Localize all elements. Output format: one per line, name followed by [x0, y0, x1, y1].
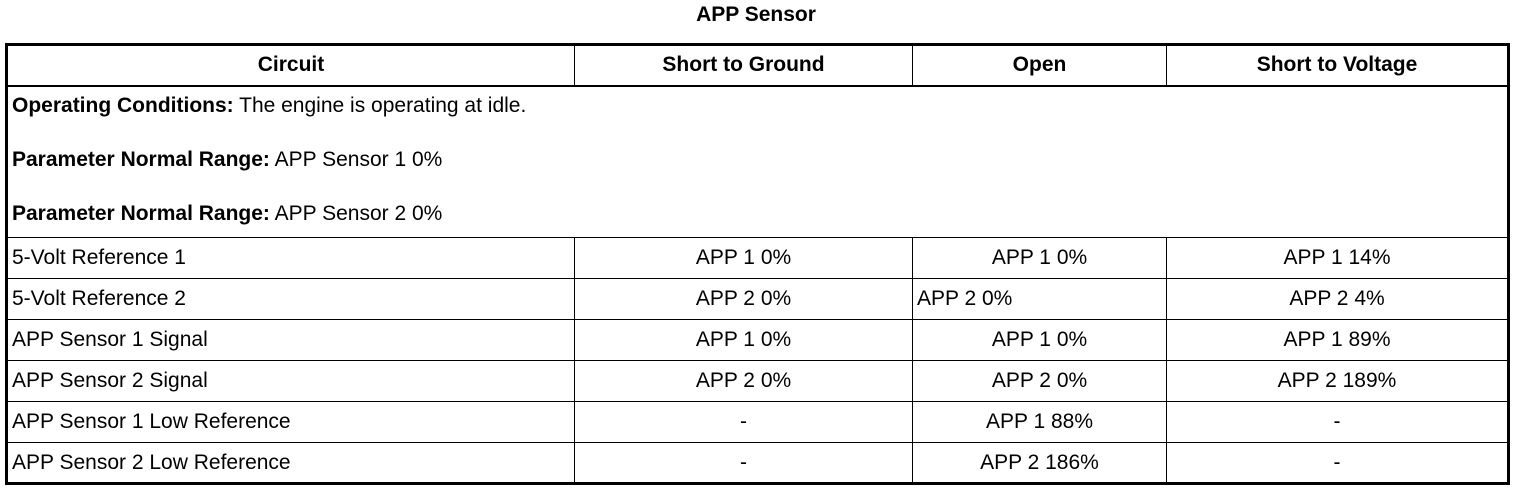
- open-cell: APP 1 0%: [913, 238, 1167, 279]
- condition-text: APP Sensor 1 0%: [269, 147, 443, 171]
- short-to-ground-cell: APP 1 0%: [575, 320, 913, 361]
- circuit-cell: APP Sensor 2 Low Reference: [7, 443, 575, 484]
- column-header-short-to-ground: Short to Ground: [575, 45, 913, 86]
- diagnostic-table: [5, 43, 1510, 485]
- table-row: [7, 402, 1509, 443]
- circuit-cell: APP Sensor 2 Signal: [7, 361, 575, 402]
- header-row: [7, 45, 1509, 86]
- table-row: [7, 320, 1509, 361]
- column-header-circuit: Circuit: [7, 45, 575, 86]
- condition-label: Parameter Normal Range:: [12, 201, 270, 225]
- open-cell: APP 1 0%: [913, 320, 1167, 361]
- short-to-voltage-cell: -: [1167, 443, 1509, 484]
- operating-conditions: [12, 93, 1503, 119]
- short-to-ground-cell: APP 2 0%: [575, 279, 913, 320]
- circuit-cell: 5-Volt Reference 1: [7, 238, 575, 279]
- table-row: [7, 279, 1509, 320]
- open-cell: APP 1 88%: [913, 402, 1167, 443]
- parameter-normal-range-2: [12, 201, 1503, 227]
- condition-label: Operating Conditions:: [12, 93, 234, 117]
- parameter-normal-range-1: [12, 147, 1503, 173]
- circuit-cell: 5-Volt Reference 2: [7, 279, 575, 320]
- short-to-voltage-cell: APP 1 89%: [1167, 320, 1509, 361]
- column-header-open: Open: [913, 45, 1167, 86]
- short-to-ground-cell: -: [575, 443, 913, 484]
- page-title: APP Sensor: [696, 3, 816, 26]
- condition-text: APP Sensor 2 0%: [269, 201, 443, 225]
- short-to-ground-cell: APP 1 0%: [575, 238, 913, 279]
- short-to-voltage-cell: -: [1167, 402, 1509, 443]
- short-to-ground-cell: -: [575, 402, 913, 443]
- conditions-row: [7, 86, 1509, 238]
- conditions-cell: [7, 86, 1509, 238]
- short-to-voltage-cell: APP 2 4%: [1167, 279, 1509, 320]
- open-cell: APP 2 0%: [913, 361, 1167, 402]
- table-row: [7, 238, 1509, 279]
- open-cell: APP 2 0%: [913, 279, 1167, 320]
- short-to-ground-cell: APP 2 0%: [575, 361, 913, 402]
- condition-text: The engine is operating at idle.: [233, 93, 527, 117]
- circuit-cell: APP Sensor 1 Signal: [7, 320, 575, 361]
- table-row: [7, 443, 1509, 484]
- short-to-voltage-cell: APP 1 14%: [1167, 238, 1509, 279]
- open-cell: APP 2 186%: [913, 443, 1167, 484]
- condition-label: Parameter Normal Range:: [12, 147, 270, 171]
- table-row: [7, 361, 1509, 402]
- short-to-voltage-cell: APP 2 189%: [1167, 361, 1509, 402]
- column-header-short-to-voltage: Short to Voltage: [1167, 45, 1509, 86]
- circuit-cell: APP Sensor 1 Low Reference: [7, 402, 575, 443]
